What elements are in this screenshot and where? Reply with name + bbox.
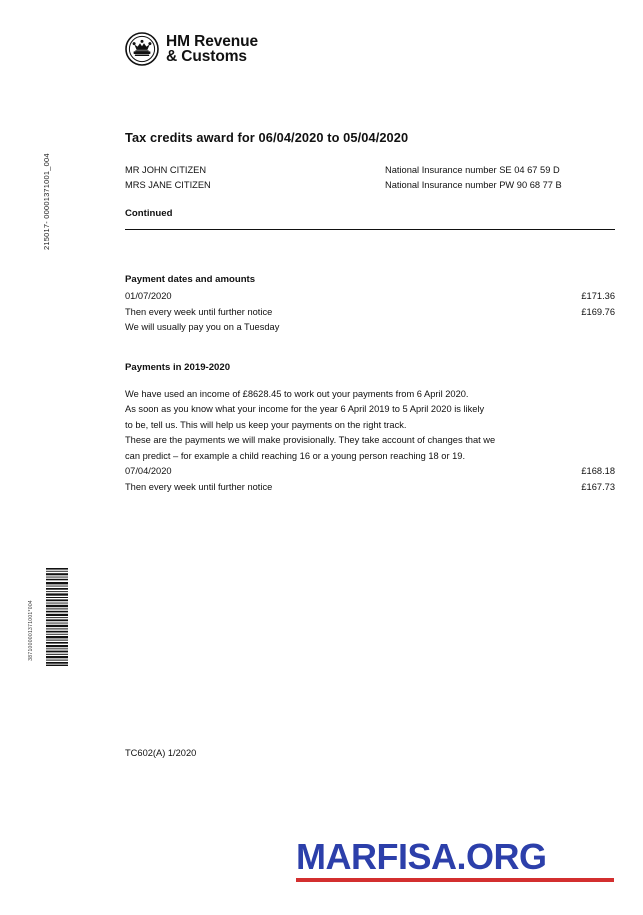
provisional-payment-row — [125, 464, 615, 480]
hmrc-logo-line1: HM Revenue — [166, 32, 259, 50]
barcode — [46, 568, 68, 678]
provisional-payment-amount: £168.18 — [581, 466, 615, 476]
provisional-paragraph-line2: can predict – for example a child reaching 16 or a young person reaching 18 or 19. — [125, 450, 466, 461]
payment-row-label: Then every week until further notice — [125, 306, 273, 317]
income-paragraph-line3: to be, tell us. This will help us keep your payments on the right track. — [125, 419, 407, 430]
hmrc-logo — [125, 32, 258, 66]
hmrc-logo-line2: & Customs — [166, 48, 247, 65]
payment-row — [125, 305, 615, 321]
watermark — [296, 838, 614, 882]
payment-row-amount: £171.36 — [581, 291, 615, 301]
continued-label: Continued — [125, 208, 173, 219]
claimants-block — [125, 163, 615, 192]
provisional-payment-label: 07/04/2020 — [125, 466, 172, 476]
payment-row — [125, 289, 615, 305]
payment-row-label: 01/07/2020 — [125, 291, 172, 301]
hmrc-logo-text — [166, 34, 258, 65]
payment-row-amount: £169.76 — [581, 306, 615, 317]
claimant-ni-2: National Insurance number PW 90 68 77 B — [385, 179, 562, 190]
claimant-names — [125, 163, 375, 192]
document-content — [125, 130, 615, 495]
payments-2019-2020-section — [125, 362, 615, 496]
provisional-payment-row — [125, 480, 615, 496]
provisional-paragraph-line1: These are the payments we will make provisionally. They take account of changes that we — [125, 435, 496, 445]
form-code: TC602(A) 1/2020 — [125, 748, 197, 758]
barcode-number: 3871000001371001*004 — [28, 600, 34, 661]
claimant-name-2: MRS JANE CITIZEN — [125, 179, 211, 190]
provisional-payment-amount: £167.73 — [581, 481, 615, 492]
side-reference-number: 215017- 00001371001_004 — [42, 153, 51, 250]
claimant-name-1: MR JOHN CITIZEN — [125, 165, 207, 175]
provisional-payment-label: Then every week until further notice — [125, 481, 273, 492]
payment-dates-heading: Payment dates and amounts — [125, 274, 256, 285]
payments-2019-2020-heading: Payments in 2019-2020 — [125, 361, 231, 373]
payment-day-note: We will usually pay you on a Tuesday — [125, 322, 280, 332]
watermark-underline — [296, 878, 614, 882]
header-divider — [125, 229, 615, 230]
page-title: Tax credits award for 06/04/2020 to 05/04/2020 — [125, 130, 409, 145]
income-paragraph-line2: As soon as you know what your income for the year 6 April 2019 to 5 April 2020 is likely — [125, 404, 485, 414]
claimant-ni-1: National Insurance number SE 04 67 59 D — [385, 165, 560, 175]
payment-dates-section — [125, 274, 615, 336]
claimant-ni-numbers — [385, 163, 615, 192]
income-paragraph-line1: We have used an income of £8628.45 to work out your payments from 6 April 2020. — [125, 388, 469, 399]
hmrc-crown-icon — [125, 32, 159, 66]
watermark-text: MARFISA.ORG — [296, 836, 547, 877]
